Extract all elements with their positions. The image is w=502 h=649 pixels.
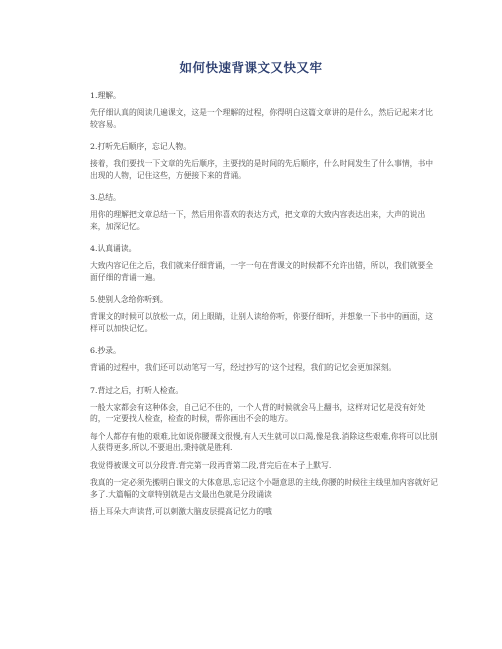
section-heading: 6.抄录。 (90, 346, 121, 355)
section-paragraph: 背课文的时候可以放松一点，闭上眼睛，让别人读给你听，你要仔细听，并想象一下书中的画面，这样可以加快记忆。 (90, 312, 434, 333)
section-7 (90, 385, 440, 518)
section-4 (90, 243, 440, 283)
section-paragraph: 我真的一定必须先搬明白课文的大体意思,忘记这个小题意思的主线,你腰的时候往主线里加内容就好记多了.大篇幅的文章特别就是古文最出色就是分段诵读 (90, 478, 439, 499)
section-paragraph: 接着，我们要找一下文章的先后顺序，主要找的是时间的先后顺序，什么时间发生了什么事情，书中出现的人物，记住这些，方便接下来的背诵。 (90, 159, 434, 180)
section-paragraph: 捂上耳朵大声读背,可以刺激大脑皮层提高记忆力的哦 (90, 507, 272, 516)
section-heading: 3.总结。 (90, 193, 121, 202)
section-heading: 5.使别人念给你听到。 (90, 295, 168, 304)
section-paragraph: 每个人都存有他的艰难,比如说你腰课文很慢,有人天生就可以口渴,像是我.消除这些艰难,你将可以比别人获得更多,所以,不要退出,秉持就是胜利. (90, 431, 438, 452)
document-title: 如何快速背课文又快又牢 (179, 60, 323, 75)
section-2 (90, 141, 440, 181)
section-heading: 1.理解。 (90, 91, 121, 100)
section-paragraph: 一般大家都会有这种体会，自己记不住的，一个人背的时候就会马上翻书，这样对记忆是没有好处的，一定要找人检查，检查的时候，帮你画出不会的地方。 (90, 402, 426, 423)
section-paragraph: 我觉得被课文可以分段背.背完第一段再背第二段,背完后在本子上默写. (90, 460, 332, 470)
section-6 (90, 345, 440, 374)
section-heading: 2.打听先后顺序，忘记人物。 (90, 142, 192, 151)
document-body (90, 90, 440, 529)
section-paragraph: 用你的理解把文章总结一下，然后用你喜欢的表达方式，把文章的大致内容表达出来，大声的说出来，加深记忆。 (90, 210, 426, 231)
section-heading: 4.认真诵读。 (90, 244, 137, 253)
section-1 (90, 90, 440, 130)
section-paragraph: 先仔细认真的阅读几遍课文，这是一个理解的过程，你得明白这篇文章讲的是什么，然后记起来才比较容易。 (90, 108, 434, 129)
section-paragraph: 大致内容记住之后，我们就来仔细背诵，一字一句在背课文的时候都不允许出错，所以，我们就要全面仔细的背诵一遍。 (90, 261, 434, 282)
section-paragraph: 背诵的过程中，我们还可以动笔写一写，经过抄写的'这个过程，我们的记忆会更加深刻。 (90, 363, 397, 372)
section-heading: 7.背过之后，打听人检查。 (90, 385, 184, 395)
section-5 (90, 294, 440, 334)
section-3 (90, 192, 440, 232)
